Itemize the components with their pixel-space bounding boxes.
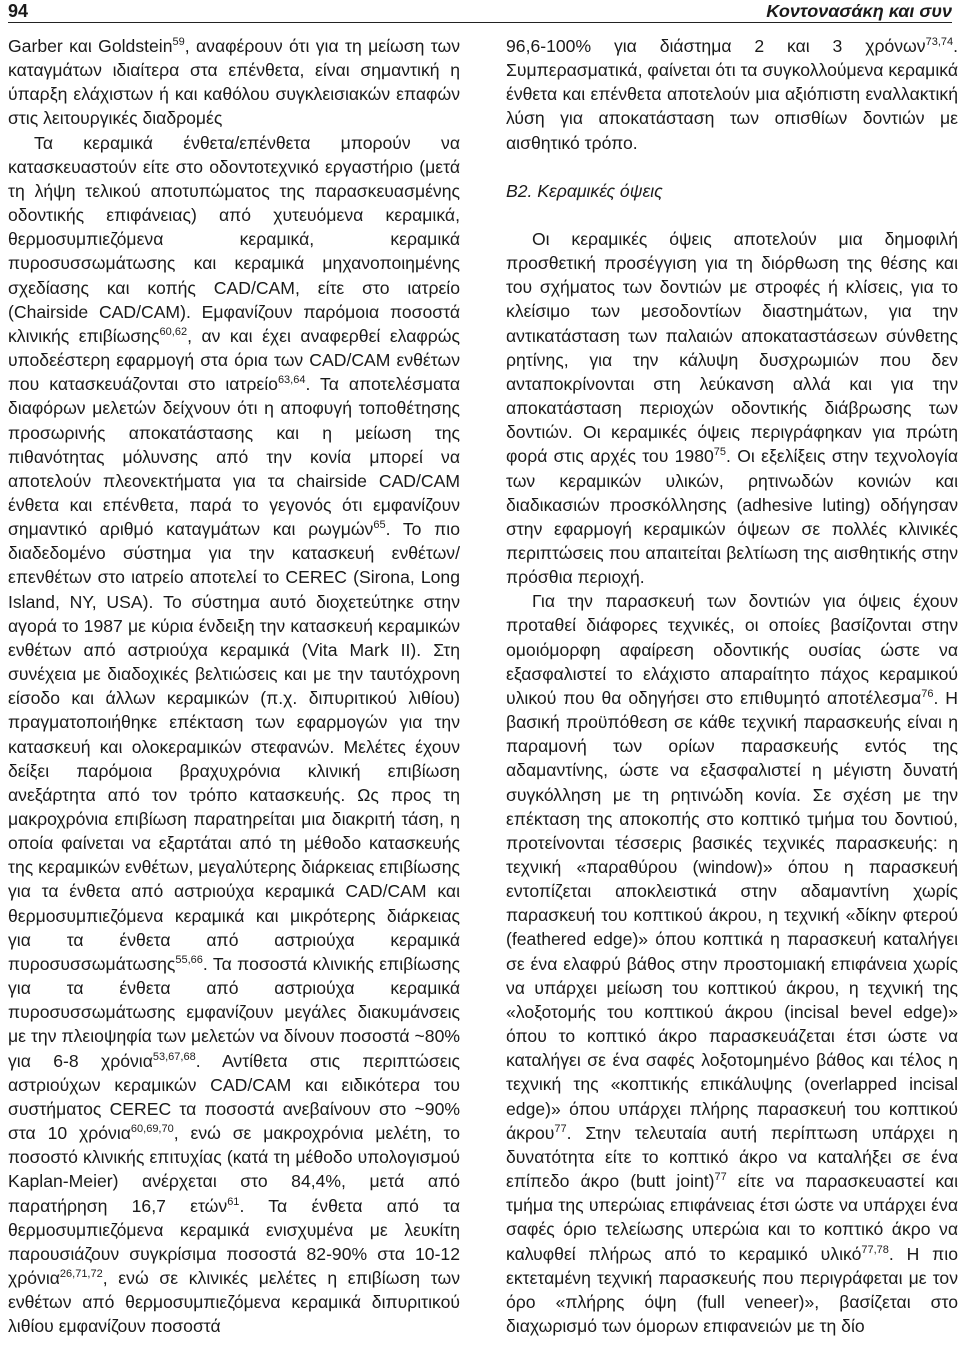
left-column (8, 34, 460, 1338)
citation: 26,71,72 (59, 1267, 103, 1280)
paragraph: Garber και Goldstein$^{59}$, αναφέρουν ότι για τη μείωση των καταγμάτων ιδιαίτερα στα επένθετα, είναι σημαντική η ύπαρξη ελάχιστων ή και καθόλου συγκλεισιακών επαφών στις λειτουργικές διαδρομές (8, 36, 460, 129)
page-number: 94 (8, 1, 29, 21)
citation: 63,64 (277, 374, 306, 387)
paragraph: Τα κεραμικά ένθετα/επένθετα μπορούν να κατασκευαστούν είτε στο οδοντοτεχνικό εργαστήριο (μετά τη λήψη τελικού αποτυπώματος της παρασκευασμένης οδοντικής επιφάνειας) από χυτευόμενα κεραμικά, θερμοσυμπιεζόμενα κεραμικά, κεραμικά πυροσυσσωμάτωσης και κεραμικά μηχανοποιημένης σχεδίασης και κοπής CAD/CAM, είτε στο ιατρείο (Chairside CAD/CAM). Εμφανίζουν παρόμοια ποσοστά κλινικής επιβίωσης$^{60,62}$, αν και έχει αναφερθεί ελαφρώς υποδεέστερη εφαρμογή στα όρια των CAD/CAM ενθέτων που κατασκευάζονται στο ιατρείο$^{63,64}$. Τα αποτελέσματα διαφόρων μελετών δείχνουν ότι η αποφυγή τοποθέτησης προσωρινής αποκατάστασης και η μείωση της πιθανότητας μόλυνσης από την κονία μπορεί να αποτελούν πλεονεκτήματα για τα chairside CAD/CAM ένθετα και επένθετα, παρά το γεγονός ότι εμφανίζουν σημαντικό αριθμό καταγμάτων και ρωγμών$^{65}$. Το πιο διαδεδομένο σύστημα για την κατασκευή ενθέτων/επενθέτων στο ιατρείο αποτελεί το CEREC (Sirona, Long Island, NY, USA). Το σύστημα αυτό διοχετεύτηκε στην αγορά το 1987 με κύρια ένδειξη την κατασκευή κεραμικών ενθέτων από αστριούχα κεραμικά (Vita Mark II). Στη συνέχεια με διαδοχικές βελτιώσεις και με την ταυτόχρονη είσοδο και άλλων κεραμικών (π.χ. διπυριτικού λιθίου) πραγματοποιήθηκε επέκταση των εφαρμογών για την κατασκευή και ολοκεραμικών στεφανών. Μελέτες έχουν δείξει παρόμοια βραχυχρόνια κλινική επιβίωση ανεξάρτητα από τον τρόπο κατασκευής. Ως προς τη μακροχρόνια επιβίωση παρατηρείται μια διακριτή τάση, η οποία φαίνεται να εξαρτάται από τη μέθοδο κατασκευής της κεραμικών ενθέτων, μεγαλύτερης διάρκειας επιβίωσης για τα ένθετα από αστριούχα κεραμικά CAD/CAM και θερμοσυμπιεζόμενα κεραμικά και μικρότερης διάρκειας για τα ένθετα από αστριούχα κεραμικά πυροσυσσωμάτωσης$^{55,66}$. Τα ποσοστά κλινικής επιβίωσης για τα ένθετα από αστριούχα κεραμικά πυροσυσσωμάτωσης εμφανίζουν μεγάλες διακυμάνσεις με την πλειοψηφία των μελετών να δίνουν ποσοστά ~80% για 6-8 χρόνια$^{53,67,68}$. Αντίθετα στις περιπτώσεις αστριούχων κεραμικών CAD/CAM και ειδικότερα του συστήματος CEREC τα ποσοστά ανεβαίνουν στο ~90% στα 10 χρόνια$^{60,69,70}$, ενώ σε μακροχρόνια μελέτη, το ποσοστό κλινικής επιτυχίας (κατά τη μέθοδο υπολογισμού Kaplan-Meier) ανέρχεται στο 84,4%, μετά από παρατήρηση 16,7 ετών$^{61}$. Τα ένθετα από τα θερμοσυμπιεζόμενα κεραμικά ενισχυμένα με λευκίτη παρουσιάζουν συγκρίσιμα ποσοστά 82-90% στα 10-12 χρόνια$^{26,71,72}$, ενώ σε κλινικές μελέτες η επιβίωση των ενθέτων από θερμοσυμπιεζόμενα κεραμικά διπυριτικού λιθίου εμφανίζουν ποσοστά (8, 132, 461, 1337)
citation: 61 (227, 1195, 240, 1208)
citation: 60,69,70 (130, 1123, 174, 1136)
citation: 60,62 (159, 325, 188, 338)
citation: 59 (172, 36, 185, 48)
paragraph: Οι κεραμικές όψεις αποτελούν μια δημοφιλή προσθετική προσέγγιση για τη διόρθωση της θέσης και του σχήματος των δοντιών με στροφές ή κλίσεις, για το κλείσιμο των μεσοδοντίων διαστημάτων, για την αντικατάσταση των παλαιών αποκαταστάσεων σύνθετης ρητίνης, για την κάλυψη δυσχρωμιών που δεν ανταποκρίνονται στη λεύκανση αλλά και για την αποκατάσταση περιοχών οδοντικής διάβρωσης των δοντιών. Οι κεραμικές όψεις περιγράφηκαν για πρώτη φορά στις αρχές του 1980$^{75}$. Οι εξελίξεις στην τεχνολογία των κεραμικών υλικών, ρητινωδών κονιών και διαδικασιών προσκόλλησης (adhesive luting) οδήγησαν στην εφαρμογή κεραμικών όψεων σε πολλές κλινικές περιπτώσεις που απαιτείται βελτίωση της αισθητικής στην πρόσθια περιοχή. (506, 228, 958, 588)
page-header (8, 0, 952, 23)
right-column (506, 34, 958, 1338)
citation: 77 (554, 1122, 567, 1135)
citation: 77,78 (861, 1243, 889, 1256)
citation: 76 (921, 687, 934, 700)
citation: 53,67,68 (152, 1050, 196, 1063)
section-title: B2. Κεραμικές όψεις (506, 180, 663, 201)
citation: 75 (713, 446, 727, 459)
paragraph: 96,6-100% για διάστημα 2 και 3 χρόνων$^{73,74}$. Συμπερασματικά, φαίνεται ότι τα συγκολλούμενα κεραμικά ένθετα και επένθετα αποτελούν μια αξιόπιστη εναλλακτική λύση για αποκατάσταση των οπισθίων δοντιών με αισθητικό τρόπο. (506, 36, 958, 153)
running-head: Κοντονασάκη και συν (766, 1, 952, 21)
citation: 73,74 (925, 36, 954, 48)
citation: 77 (714, 1171, 727, 1184)
paragraph: Για την παρασκευή των δοντιών για όψεις έχουν προταθεί διάφορες τεχνικές, οι οποίες βασίζονται στην ομοιόμορφη αφαίρεση οδοντικής ουσίας ώστε να εξασφαλιστεί το ελάχιστο απαραίτητο πάχος κεραμικού υλικού που θα οδηγήσει στο επιθυμητό αποτέλεσμα$^{76}$. Η βασική προϋπόθεση σε κάθε τεχνική παρασκευής είναι η παραμονή των ορίων παρασκευής εντός της αδαμαντίνης, ώστε να εξασφαλιστεί η μέγιστη δυνατή συγκόλληση με τη ρητινώδη κονία. Σε σχέση με την επέκταση της αποκοπής στο κοπτικό τμήμα του δοντιού, προτείνονται τέσσερις βασικές τεχνικές παρασκευής: η τεχνική «παραθύρου (window)» όπου η παρασκευή εντοπίζεται αποκλειστικά στην αδαμαντίνη χωρίς παρασκευή του κοπτικού άκρου, η τεχνική «δίκην φτερού (feathered edge)» όπου κοπτικά η παρασκευή καταλήγει σε ένα ελαφρύ βάθος στην προστομιακή επιφάνεια χωρίς να υπάρχει μείωση του κοπτικού άκρου, η τεχνική της «λοξοτομής του κοπτικού άκρου (incisal bevel edge)» όπου το κοπτικό άκρο παρασκευάζεται έτσι ώστε να καταλήγει σε ένα σαφές λοξοτομημένο βάθος και τέλος η τεχνική της «κοπτικής επικάλυψης (overlapped incisal edge)» όπου υπάρχει πλήρης παρασκευή του κοπτικού άκρου$^{77}$. Στην τελευταία αυτή περίπτωση υπάρχει η δυνατότητα είτε το κοπτικό άκρο να καταλήξει σε ένα επίπεδο άκρο (butt joint)$^{77}$ είτε να παρασκευαστεί και τμήμα της υπερώιας επιφάνειας έτσι ώστε να υπάρχει ένα σαφές όριο τελείωσης υπερώια και το κοπτικό άκρο να καλυφθεί πλήρως από το κεραμικό υλικό$^{77,78}$. Η πιο εκτεταμένη τεχνική παρασκευής που περιγράφεται με τον όρο «πλήρης όψη (full veneer)», βασίζεται στο διαχωρισμό των όμορων επιφανειών με τη δίο (506, 591, 959, 1336)
citation: 55,66 (175, 953, 203, 966)
citation: 65 (373, 519, 386, 532)
